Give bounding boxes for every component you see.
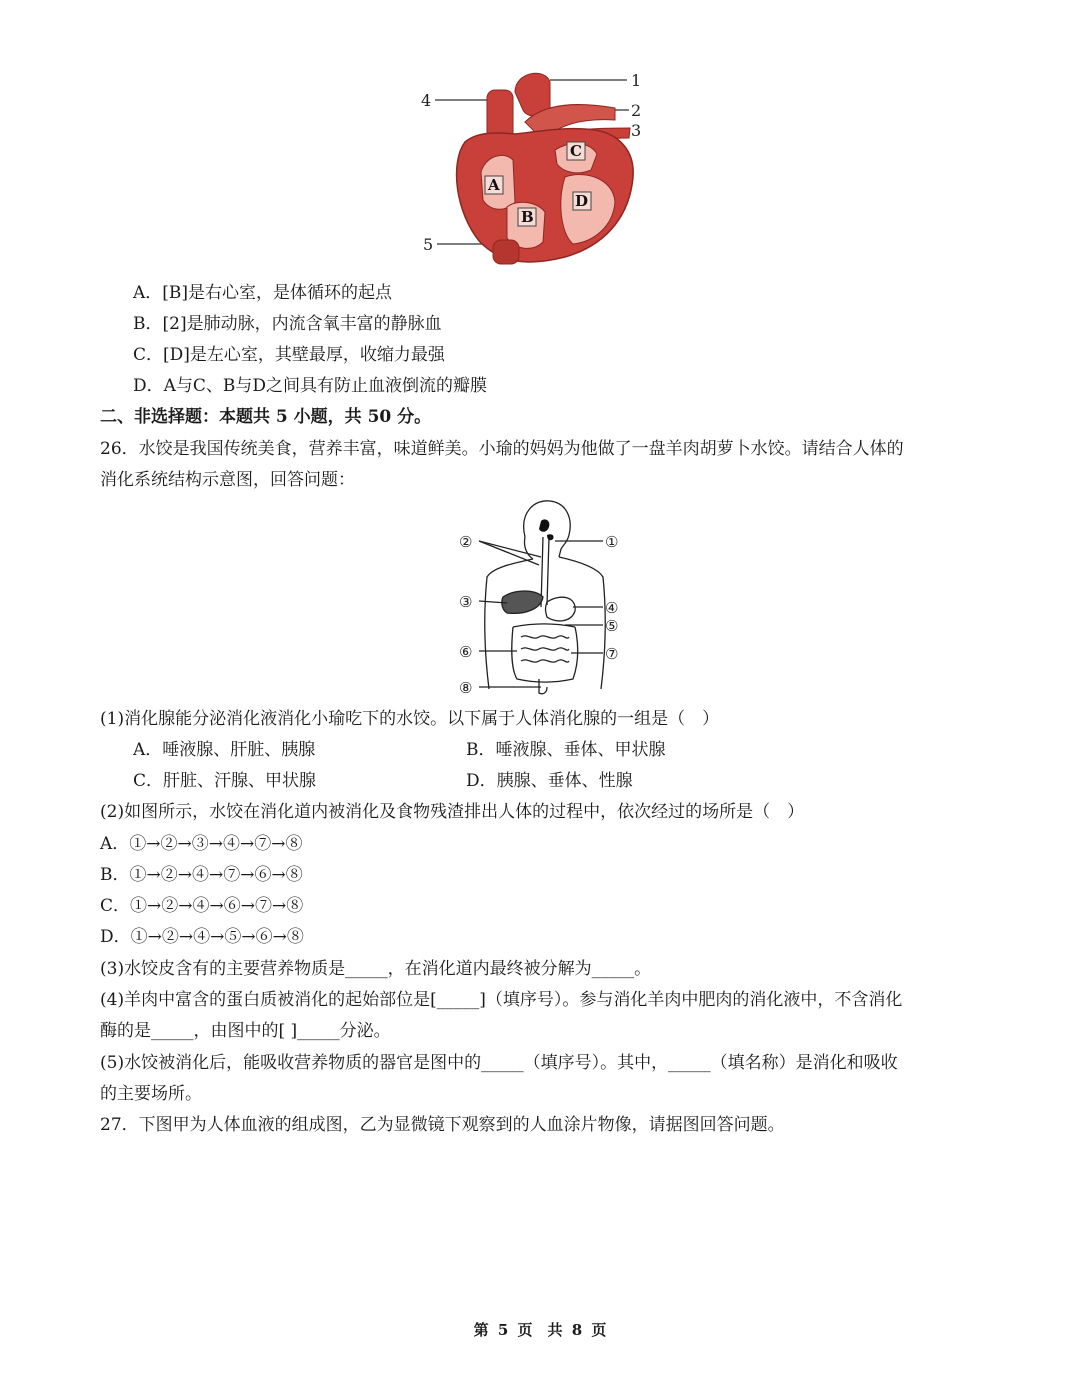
q27-stem: 27．下图甲为人体血液的组成图，乙为显微镜下观察到的人血涂片物像，请据图回答问题。 <box>100 1115 785 1135</box>
digestive-system-diagram <box>455 497 635 697</box>
digestive-label-5: ⑤ <box>605 617 619 635</box>
heart-label-4: 4 <box>421 91 432 110</box>
q26-sub5-line2: 的主要场所。 <box>100 1084 202 1104</box>
q26-sub4-line1: (4)羊肉中富含的蛋白质被消化的起始部位是[_____]（填序号）。参与消化羊肉中肥肉的消化液中，不含消化 <box>100 990 903 1010</box>
q25-option-d: D．A与C、B与D之间具有防止血液倒流的瓣膜 <box>133 376 488 396</box>
footer-total-pages: 8 <box>571 1321 583 1339</box>
q26-sub2-stem: (2)如图所示，水饺在消化道内被消化及食物残渣排出人体的过程中，依次经过的场所是（ ） <box>100 802 805 822</box>
digestive-label-8: ⑧ <box>459 679 473 697</box>
footer-page-number: 5 <box>497 1321 509 1339</box>
q26-intro-line1: 26．水饺是我国传统美食，营养丰富，味道鲜美。小瑜的妈妈为他做了一盘羊肉胡萝卜水饺。请结合人体的 <box>100 439 904 459</box>
q26-sub1-option-b: B．唾液腺、垂体、甲状腺 <box>466 740 666 760</box>
q26-sub1-option-a: A．唾液腺、肝脏、胰腺 <box>133 740 316 760</box>
heart-label-3: 3 <box>631 121 642 140</box>
q26-sub2-option-c: C．①→②→④→⑥→⑦→⑧ <box>100 896 304 916</box>
footer-prefix: 第 <box>473 1321 489 1339</box>
q25-option-c: C．[D]是左心室，其壁最厚，收缩力最强 <box>133 345 445 365</box>
chamber-d-label: D <box>575 192 589 210</box>
q26-sub1-option-d: D．胰腺、垂体、性腺 <box>466 771 633 791</box>
heart-label-5: 5 <box>423 235 434 254</box>
section-title: 二、非选择题：本题共 5 小题，共 50 分。 <box>100 407 432 427</box>
digestive-label-4: ④ <box>605 599 619 617</box>
chamber-c-label: C <box>570 142 582 160</box>
digestive-label-6: ⑥ <box>459 643 473 661</box>
q25-option-b: B．[2]是肺动脉，内流含氧丰富的静脉血 <box>133 314 442 334</box>
heart-diagram <box>415 62 655 272</box>
digestive-label-2: ② <box>459 533 473 551</box>
heart-label-2: 2 <box>631 101 642 120</box>
footer-mid: 页 共 <box>517 1321 563 1339</box>
digestive-label-1: ① <box>605 533 619 551</box>
q26-sub2-option-d: D．①→②→④→⑤→⑥→⑧ <box>100 927 304 947</box>
digestive-label-7: ⑦ <box>605 645 619 663</box>
q26-sub4-line2: 酶的是_____，由图中的[ ]_____分泌。 <box>100 1021 391 1041</box>
footer-suffix: 页 <box>591 1321 607 1339</box>
q26-sub2-option-a: A．①→②→③→④→⑦→⑧ <box>100 834 303 854</box>
q26-sub3: (3)水饺皮含有的主要营养物质是_____，在消化道内最终被分解为_____。 <box>100 959 652 979</box>
q26-intro-line2: 消化系统结构示意图，回答问题： <box>100 470 355 490</box>
q26-sub2-option-b: B．①→②→④→⑦→⑥→⑧ <box>100 865 303 885</box>
q25-option-a: A．[B]是右心室，是体循环的起点 <box>133 283 393 303</box>
page-footer <box>0 1319 1080 1340</box>
heart-label-1: 1 <box>631 71 642 90</box>
digestive-label-3: ③ <box>459 593 473 611</box>
chamber-a-label: A <box>488 176 500 194</box>
q26-sub5-line1: (5)水饺被消化后，能吸收营养物质的器官是图中的_____（填序号）。其中，_____（填名称）是消化和吸收 <box>100 1053 898 1073</box>
q26-sub1-stem: (1)消化腺能分泌消化液消化小瑜吃下的水饺。以下属于人体消化腺的一组是（ ） <box>100 709 720 729</box>
q26-sub1-option-c: C．肝脏、汗腺、甲状腺 <box>133 771 317 791</box>
chamber-b-label: B <box>521 208 534 226</box>
